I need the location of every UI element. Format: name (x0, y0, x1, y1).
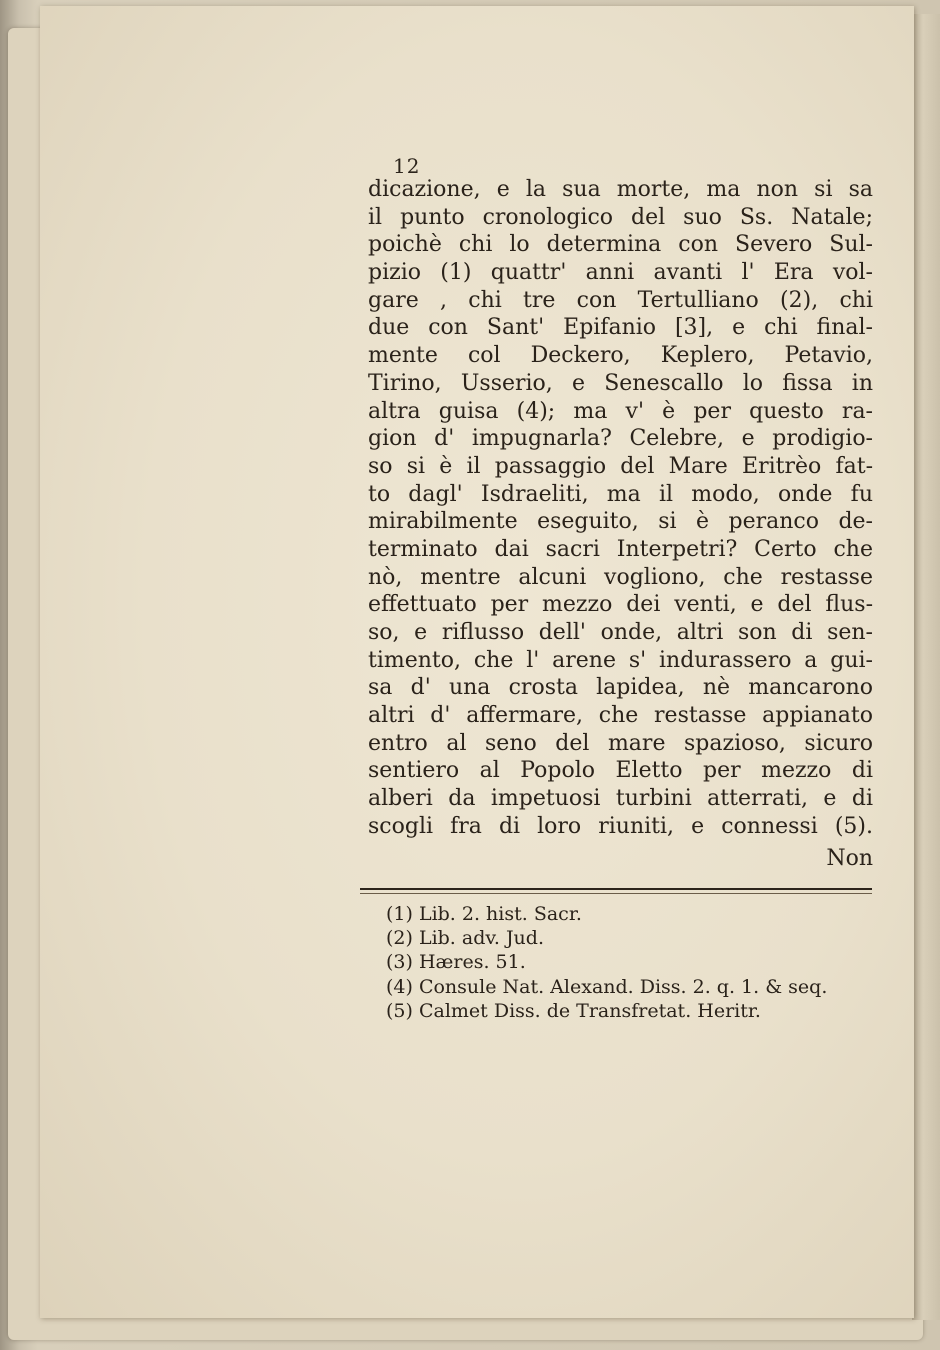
text-line: entro al seno del mare spazioso, sicuro (368, 730, 873, 756)
text-line: pizio (1) quattr' anni avanti l' Era vol- (368, 260, 873, 286)
text-line: to dagl' Isdraeliti, ma il modo, onde fu (368, 481, 873, 507)
text-line: alberi da impetuosi turbini atterrati, e di (368, 786, 873, 812)
text-line: altri d' affermare, che restasse appianato (368, 703, 873, 729)
text-line: gion d' impugnarla? Celebre, e prodigio- (368, 426, 873, 452)
text-line: Tirino, Usserio, e Senescallo lo fissa in (368, 370, 873, 396)
text-line: timento, che l' arene s' indurassero a gui- (368, 647, 873, 673)
catchword: Non (826, 846, 873, 871)
text-line: due con Sant' Epifanio [3], e chi final- (368, 315, 873, 341)
footnote: (1) Lib. 2. hist. Sacr. (386, 903, 582, 925)
footnote: (5) Calmet Diss. de Transfretat. Heritr. (386, 999, 761, 1022)
page-number: 12 (393, 154, 421, 178)
text-line: sa d' una crosta lapidea, nè mancarono (368, 675, 873, 701)
body-text (368, 176, 873, 841)
text-line: so, e riflusso dell' onde, altri son di sen- (368, 620, 873, 645)
facing-page-edge (912, 14, 940, 1320)
text-line: sentiero al Popolo Eletto per mezzo di (368, 758, 873, 784)
text-line: so si è il passaggio del Mare Eritrèo fat- (368, 453, 873, 479)
footnote: (4) Consule Nat. Alexand. Diss. 2. q. 1. & seq. (386, 975, 828, 998)
text-line: il punto cronologico del suo Ss. Natale; (368, 204, 873, 230)
text-line: nò, mentre alcuni vogliono, che restasse (368, 564, 873, 590)
footnote: (2) Lib. adv. Jud. (386, 927, 544, 950)
text-line: gare , chi tre con Tertulliano (2), chi (368, 287, 873, 313)
text-line: poichè chi lo determina con Severo Sul- (368, 232, 873, 258)
text-line: dicazione, e la sua morte, ma non si sa (368, 177, 873, 202)
text-line: mirabilmente eseguito, si è peranco de- (368, 509, 873, 535)
footnote: (3) Hæres. 51. (386, 951, 526, 974)
text-line: scogli fra di loro riuniti, e connessi (5). (368, 813, 873, 839)
text-line: altra guisa (4); ma v' è per questo ra- (368, 398, 873, 424)
text-line: effettuato per mezzo dei venti, e del flus- (368, 592, 873, 618)
text-line: mente col Deckero, Keplero, Petavio, (368, 343, 873, 369)
footnotes (386, 902, 886, 1023)
book-page (40, 6, 914, 1318)
footnote-rule (360, 888, 872, 894)
text-line: terminato dai sacri Interpetri? Certo che (368, 536, 873, 562)
